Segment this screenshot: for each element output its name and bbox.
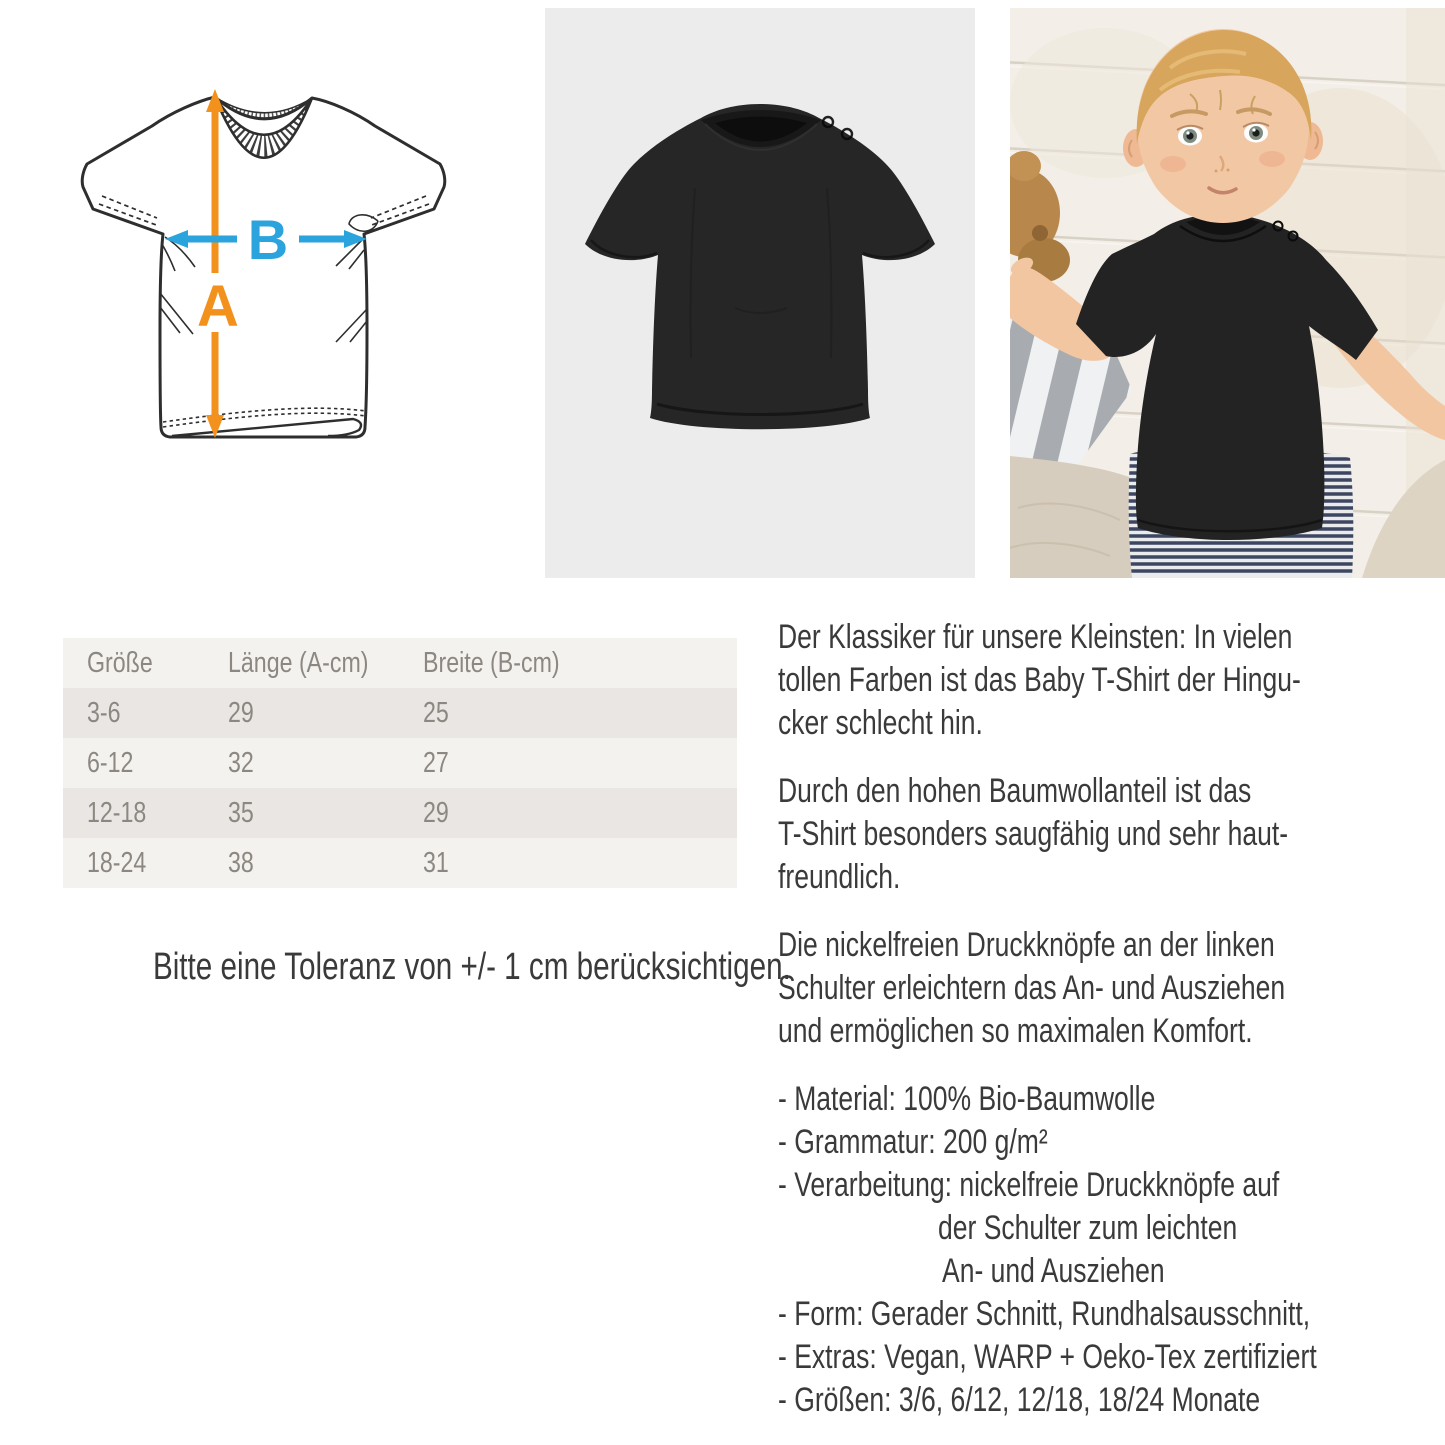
size-table-cell: 18-24 (87, 846, 147, 879)
cheek-blush (1259, 151, 1285, 167)
description-line: - Verarbeitung: nickelfreie Druckknöpfe auf (778, 1166, 1280, 1204)
description-line: - Form: Gerader Schnitt, Rundhalsausschnitt, (778, 1295, 1311, 1333)
description-line: - Extras: Vegan, WARP + Oeko-Tex zertifiziert (778, 1338, 1317, 1376)
size-table-row (63, 788, 737, 838)
description-line: Der Klassiker für unsere Kleinsten: In vielen (778, 618, 1293, 656)
description-line: - Größen: 3/6, 6/12, 12/18, 18/24 Monate (778, 1381, 1261, 1419)
description-paragraph (778, 924, 1438, 1053)
product-photo-black-tshirt (545, 8, 975, 578)
description-line: und ermöglichen so maximalen Komfort. (778, 1012, 1253, 1050)
description-line: T-Shirt besonders saugfähig und sehr haut- (778, 815, 1289, 853)
black-tshirt-photo-illustration (545, 8, 975, 578)
description-paragraph (778, 616, 1438, 745)
description-line: Die nickelfreien Druckknöpfe an der linken (778, 926, 1275, 964)
size-table-cell: 31 (423, 846, 449, 879)
description-line: - Material: 100% Bio-Baumwolle (778, 1080, 1156, 1118)
size-table-cell: 32 (228, 746, 254, 779)
tolerance-note-text: Bitte eine Toleranz von +/- 1 cm berücksichtigen. (152, 946, 791, 988)
size-table-header-row (63, 638, 737, 688)
cheek-blush (1160, 156, 1186, 172)
description-line: Schulter erleichtern das An- und Ausziehen (778, 969, 1286, 1007)
size-table-cell: 27 (423, 746, 449, 779)
size-table-cell: 29 (228, 696, 254, 729)
description-line: - Grammatur: 200 g/m² (778, 1123, 1048, 1161)
tolerance-note (63, 946, 791, 989)
description-line: cker schlecht hin. (778, 704, 983, 742)
size-table-header-cell: Breite (B-cm) (423, 646, 560, 679)
size-table-row (63, 838, 737, 888)
label-a: A (197, 274, 239, 339)
size-table-cell: 12-18 (87, 796, 147, 829)
baby-model-photo (1010, 8, 1445, 578)
description-line: An- und Ausziehen (942, 1252, 1165, 1290)
description-line: Durch den hohen Baumwollanteil ist das (778, 772, 1252, 810)
tshirt-outline-illustration (60, 80, 480, 475)
size-table-cell: 6-12 (87, 746, 134, 779)
product-description (778, 616, 1438, 1445)
description-line: tollen Farben ist das Baby T-Shirt der Hingu- (778, 661, 1301, 699)
size-table-row (63, 738, 737, 788)
size-table-cell: 38 (228, 846, 254, 879)
description-paragraph (778, 770, 1438, 899)
description-paragraph (778, 1078, 1438, 1422)
size-table-cell: 3-6 (87, 696, 121, 729)
size-table-cell: 25 (423, 696, 449, 729)
size-table-header-cell: Größe (87, 646, 153, 679)
size-table-row (63, 688, 737, 738)
size-table-cell: 29 (423, 796, 449, 829)
label-b: B (247, 208, 289, 271)
description-line: der Schulter zum leichten (938, 1209, 1238, 1247)
description-line: freundlich. (778, 858, 901, 896)
size-table (63, 638, 737, 888)
size-table-cell: 35 (228, 796, 254, 829)
size-table-header-cell: Länge (A-cm) (228, 646, 369, 679)
baby-model-illustration (1010, 8, 1445, 578)
tshirt-measurement-diagram (60, 80, 480, 475)
